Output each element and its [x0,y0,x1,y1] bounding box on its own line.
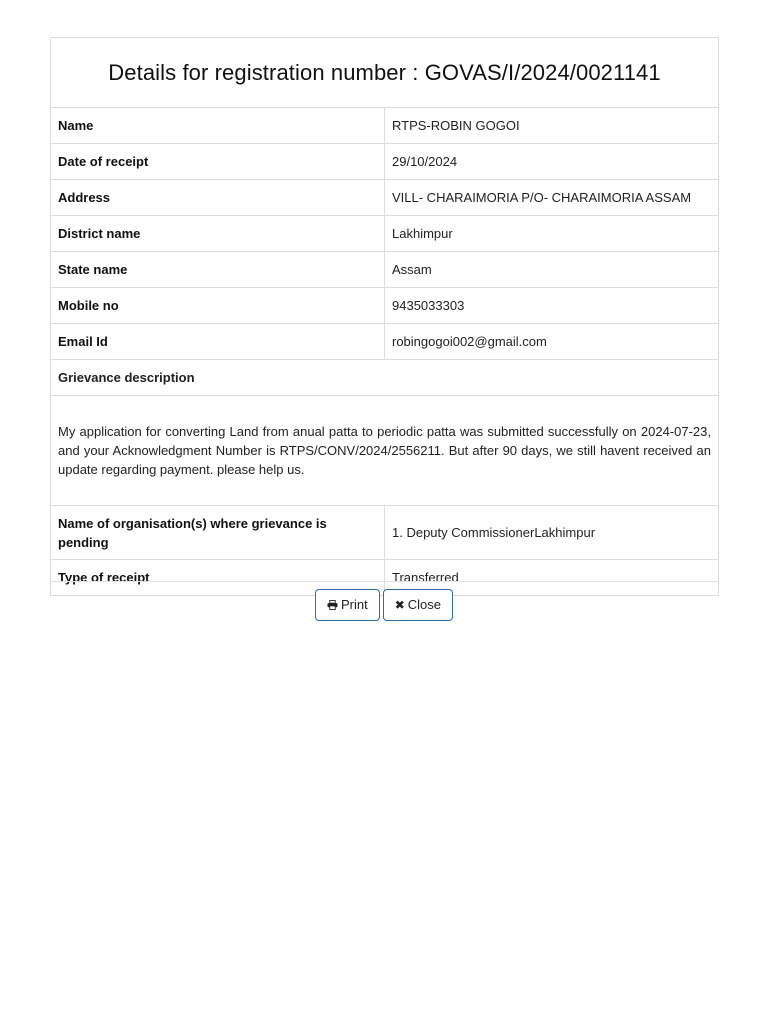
table-row [51,360,719,396]
print-icon [327,600,338,610]
organisation-value: 1. Deputy CommissionerLakhimpur [385,506,719,560]
table-row [51,216,719,252]
organisation-label: Name of organisation(s) where grievance is pending [51,506,385,560]
grievance-description-text: My application for converting Land from anual patta to periodic patta was submitted successfully on 2024-07-23, and your Acknowledgment Number is RTPS/CONV/2024/2556211. But after 90 days, we still havent received an update regarding payment. please help us. [51,396,719,506]
table-row [51,324,719,360]
print-button[interactable] [315,589,380,621]
type-of-receipt-label: Type of receipt [51,560,385,596]
table-row [51,506,719,560]
address-label: Address [51,180,385,216]
details-panel [50,37,719,596]
print-button-label: Print [340,597,368,612]
table-row [51,180,719,216]
district-name-label: District name [51,216,385,252]
name-label: Name [51,108,385,144]
address-value: VILL- CHARAIMORIA P/O- CHARAIMORIA ASSAM [385,180,719,216]
state-name-label: State name [51,252,385,288]
type-of-receipt-value: Transferred [385,560,719,596]
grievance-description-label: Grievance description [51,360,719,396]
close-button-label: Close [407,597,442,612]
district-name-value: Lakhimpur [385,216,719,252]
table-row [51,144,719,180]
state-name-value: Assam [385,252,719,288]
date-of-receipt-label: Date of receipt [51,144,385,180]
table-row [51,252,719,288]
table-row [51,396,719,506]
table-row [51,108,719,144]
action-buttons [0,589,768,621]
table-row [51,288,719,324]
email-id-value: robingogoi002@gmail.com [385,324,719,360]
details-table [50,37,719,596]
name-value: RTPS-ROBIN GOGOI [385,108,719,144]
close-icon: ✖ [394,598,405,612]
close-button[interactable] [383,589,453,621]
email-id-label: Email Id [51,324,385,360]
mobile-no-label: Mobile no [51,288,385,324]
mobile-no-value: 9435033303 [385,288,719,324]
footer-divider [50,581,719,582]
page-title: Details for registration number : GOVAS/I/2024/0021141 [51,38,719,108]
date-of-receipt-value: 29/10/2024 [385,144,719,180]
